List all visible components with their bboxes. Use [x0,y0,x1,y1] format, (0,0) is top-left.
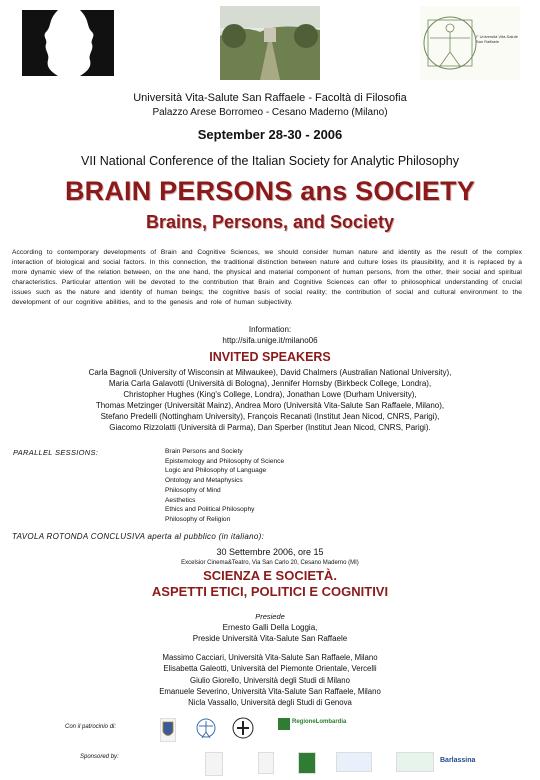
speaker-line: Thomas Metzinger (Universität Mainz), Andrea Moro (Università Vita-Salute San Raffaele, Milano), [95,401,445,410]
sponsor-brianza-logo [336,752,372,772]
speaker-line: Maria Carla Galavotti (Università di Bologna), Jennifer Hornsby (Birkbeck College, Londra), [108,379,432,388]
sponsor-barlassina-text: Barlassina [440,757,476,764]
vitruvian-logo-image [420,6,520,80]
speaker-line: Carla Bagnoli (University of Wisconsin at Milwaukee), David Chalmers (Australian National University), [88,368,452,377]
speaker-line: Christopher Hughes (King's College, Londra), Jonathan Lowe (Durham University), [123,390,417,399]
palazzo-landscape-image [220,6,320,80]
round-table-title-line2: ASPETTI ETICI, POLITICI E COGNITIVI [151,584,389,599]
round-table-title-line1: SCIENZA E SOCIETÀ. [203,568,337,583]
panelist: Emanuele Severino, Università Vita-Salute San Raffaele, Milano [159,686,381,696]
round-table-label: TAVOLA ROTONDA CONCLUSIVA aperta al pubblico (in italiano): [12,532,265,541]
invited-speakers-list [0,367,540,433]
main-subtitle: Brains, Persons, and Society [145,212,395,232]
panelist: Elisabetta Galeotti, Università del Piemonte Orientale, Vercelli [163,664,377,674]
sponsor-green-logo [298,752,316,774]
session-item: Ethics and Political Philosophy [165,506,255,514]
speaker-line: Giacomo Rizzolatti (Università di Parma), Dan Sperber (Institut Jean Nicod, CNRS, Parigi). [109,423,431,432]
vitruvian-small-icon [196,716,216,740]
parallel-sessions-list [165,447,284,525]
patronage-label: Con il patrocinio di: [65,724,117,730]
speaker-line: Stefano Predelli (Nottingham University), François Recanati (Institut Jean Nicod, CNRS, Parigi), [100,412,440,421]
regione-lombardia-text: RegioneLombardia [292,719,347,725]
panelist: Giulio Giorello, Università degli Studi di Milano [190,675,350,685]
round-table-venue: Excelsior Cinema&Teatro, Via San Carlo 20, Cesano Maderno (MI) [181,560,359,566]
session-item: Philosophy of Religion [165,515,231,523]
silhouette-faces-image [18,6,118,78]
conference-name: VII National Conference of the Italian Society for Analytic Philosophy [81,154,459,168]
university-line: Università Vita-Salute San Raffaele - Facoltà di Filosofia [133,92,407,104]
abstract-paragraph: According to contemporary developments of Brain and Cognitive Sciences, we should consider human nature and identity as the result of the complex interaction of biological and social factors. In this connection, the traditional distinction between nature and culture loses its plausibility, and it is replaced by a more dynamic view of the relation between, on the one hand, the physical and material component of human persons, from the other, their social and spiritual characteristics. Particular attention will be devoted to the contribution that Brain and Cognitive Sciences can offer to philosophical understanding of crucial issues such as the nature and identity of human beings; the cognitive basis of social reality; the contribution of social and cultural environment to the development of our cognitive abilities, and to the genesis and role of human subjectivity. [12,249,522,306]
information-url[interactable]: http://sifa.unige.it/milano06 [222,336,318,345]
session-item: Philosophy of Mind [165,486,221,494]
round-table-date: 30 Settembre 2006, ore 15 [216,547,324,557]
session-item: Brain Persons and Society [165,448,243,455]
information-label: Information: [248,325,292,334]
chair-label: Presiede [255,612,285,621]
cross-seal-icon [232,716,254,740]
crest-logo [160,718,176,742]
panelists-list [0,652,540,708]
conference-dates: September 28-30 - 2006 [197,127,343,142]
chair-block [0,622,540,644]
venue-line: Palazzo Arese Borromeo - Cesano Maderno (Milano) [152,107,388,118]
sponsor-bcc-logo [396,752,434,772]
main-title: BRAIN PERSONS ans SOCIETY [64,176,476,206]
session-item: Aesthetics [165,496,196,504]
invited-speakers-heading: INVITED SPEAKERS [209,350,331,364]
parallel-sessions-label: PARALLEL SESSIONS: [13,448,99,457]
panelist: Massimo Cacciari, Università Vita-Salute San Raffaele, Milano [162,653,378,662]
session-item: Ontology and Metaphysics [165,477,243,485]
panelist: Nicla Vassallo, Università degli Studi di Genova [188,698,352,708]
chair-name: Ernesto Galli Della Loggia, [222,623,318,632]
regione-lombardia-logo [278,718,290,730]
sponsor-tower-logo [258,752,274,774]
session-item: Epistemology and Philosophy of Science [165,457,285,465]
sponsor-label: Sponsored by: [80,754,119,760]
chair-role: Preside Università Vita-Salute San Raffaele [192,634,348,643]
logo-caption: l° Università Vita-Salute San Raffaele [476,34,518,44]
session-item: Logic and Philosophy of Language [165,467,267,475]
sponsor-crest-logo [205,752,223,776]
